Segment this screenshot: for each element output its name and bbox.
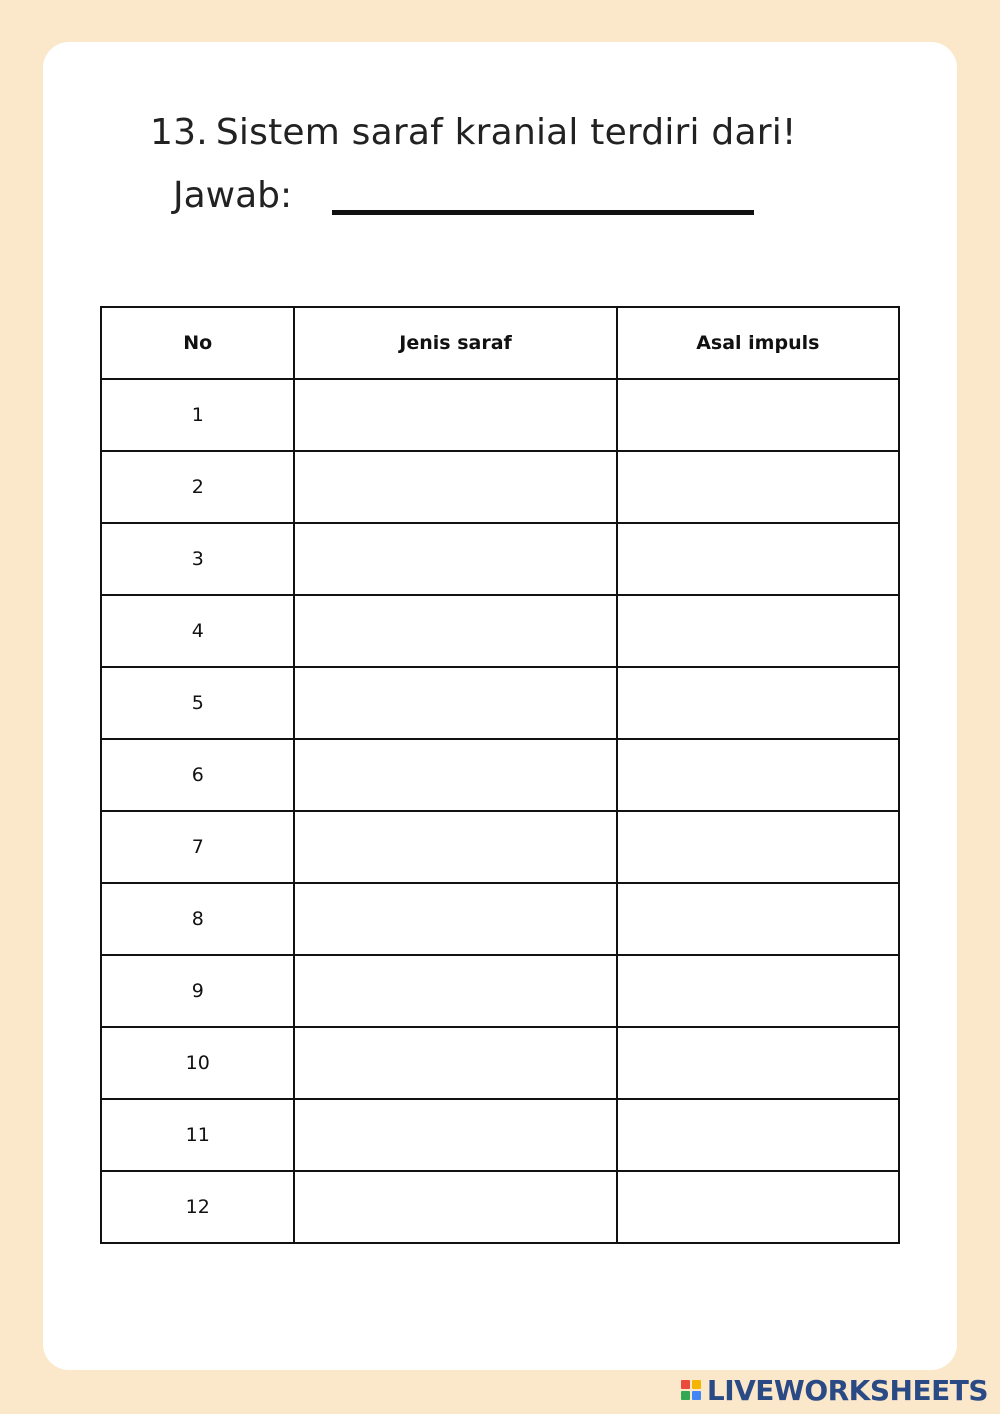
jenis-saraf-cell[interactable] — [294, 379, 616, 451]
row-number-cell: 4 — [101, 595, 294, 667]
row-number-cell: 12 — [101, 1171, 294, 1243]
table-row — [101, 595, 899, 667]
header-no: No — [101, 307, 294, 379]
asal-impuls-cell[interactable] — [617, 739, 899, 811]
jenis-saraf-cell[interactable] — [294, 955, 616, 1027]
question-text: Sistem saraf kranial terdiri dari! — [215, 112, 797, 153]
row-number-cell: 5 — [101, 667, 294, 739]
asal-impuls-cell[interactable] — [617, 1099, 899, 1171]
table-row — [101, 667, 899, 739]
table-row — [101, 1027, 899, 1099]
asal-impuls-cell[interactable] — [617, 1027, 899, 1099]
row-number-cell: 1 — [101, 379, 294, 451]
question-number: 13. — [150, 112, 208, 153]
row-number-cell: 9 — [101, 955, 294, 1027]
logo-square-blue — [692, 1391, 701, 1400]
asal-impuls-cell[interactable] — [617, 451, 899, 523]
table-row — [101, 955, 899, 1027]
asal-impuls-cell[interactable] — [617, 595, 899, 667]
table-row — [101, 451, 899, 523]
asal-impuls-cell[interactable] — [617, 811, 899, 883]
liveworksheets-logo — [681, 1374, 988, 1407]
asal-impuls-cell[interactable] — [617, 883, 899, 955]
table-row — [101, 1099, 899, 1171]
asal-impuls-cell[interactable] — [617, 523, 899, 595]
table-row — [101, 883, 899, 955]
answer-label: Jawab: — [173, 175, 293, 216]
row-number-cell: 2 — [101, 451, 294, 523]
row-number-cell: 10 — [101, 1027, 294, 1099]
asal-impuls-cell[interactable] — [617, 667, 899, 739]
asal-impuls-cell[interactable] — [617, 1171, 899, 1243]
row-number-cell: 7 — [101, 811, 294, 883]
header-jenis-saraf: Jenis saraf — [294, 307, 616, 379]
logo-square-green — [681, 1391, 690, 1400]
row-number-cell: 11 — [101, 1099, 294, 1171]
jenis-saraf-cell[interactable] — [294, 1171, 616, 1243]
jenis-saraf-cell[interactable] — [294, 883, 616, 955]
jenis-saraf-cell[interactable] — [294, 595, 616, 667]
brand-name: LIVEWORKSHEETS — [706, 1374, 988, 1407]
jenis-saraf-cell[interactable] — [294, 451, 616, 523]
answer-blank-line[interactable] — [332, 210, 754, 215]
header-asal-impuls: Asal impuls — [617, 307, 899, 379]
table-row — [101, 523, 899, 595]
liveworksheets-logo-icon — [681, 1380, 703, 1402]
jenis-saraf-cell[interactable] — [294, 1099, 616, 1171]
jenis-saraf-cell[interactable] — [294, 1027, 616, 1099]
jenis-saraf-cell[interactable] — [294, 739, 616, 811]
row-number-cell: 3 — [101, 523, 294, 595]
asal-impuls-cell[interactable] — [617, 379, 899, 451]
jenis-saraf-cell[interactable] — [294, 523, 616, 595]
jenis-saraf-cell[interactable] — [294, 811, 616, 883]
row-number-cell: 6 — [101, 739, 294, 811]
asal-impuls-cell[interactable] — [617, 955, 899, 1027]
table-row — [101, 739, 899, 811]
row-number-cell: 8 — [101, 883, 294, 955]
jenis-saraf-cell[interactable] — [294, 667, 616, 739]
question-prompt — [150, 112, 797, 153]
table-row — [101, 1171, 899, 1243]
table-row — [101, 379, 899, 451]
logo-square-red — [681, 1380, 690, 1389]
logo-square-yellow — [692, 1380, 701, 1389]
answer-table — [100, 306, 900, 1244]
table-row — [101, 811, 899, 883]
table-header-row — [101, 307, 899, 379]
